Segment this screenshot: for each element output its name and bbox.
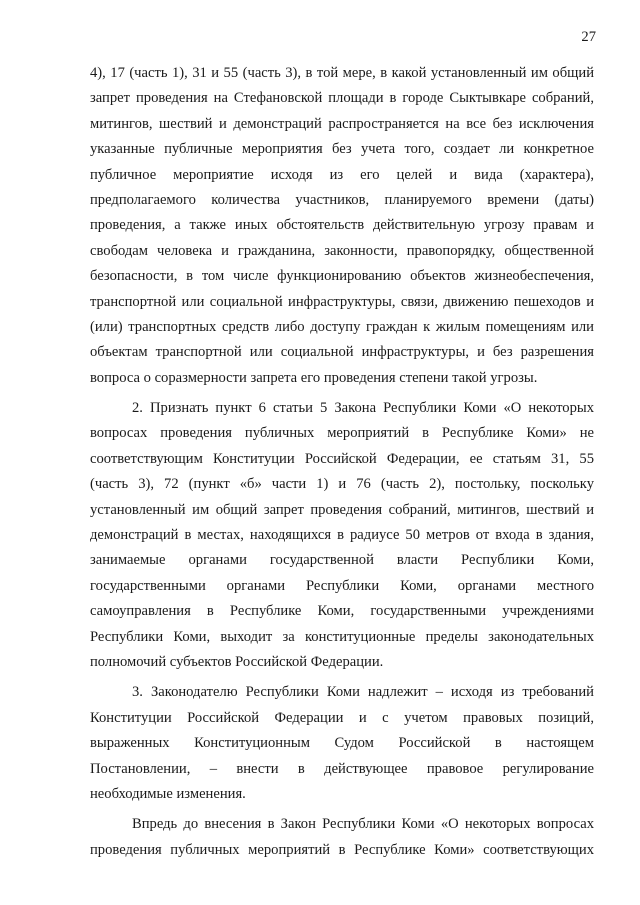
text-line: Впредь до внесения в Закон Республики Коми «О некоторых вопросах	[132, 816, 594, 833]
text-line: Республики Коми, выходит за конституционные пределы законодательных	[90, 628, 594, 645]
text-line: публичное мероприятие исходя из его целей и вида (характера),	[90, 166, 594, 183]
paragraph-4	[90, 812, 594, 863]
text-line: проведения, а также иных обстоятельств действительную угрозу правам и	[90, 217, 594, 234]
text-line: указанные публичные мероприятия без учета того, создает ли конкретное	[90, 141, 594, 158]
paragraph-3	[90, 680, 594, 807]
text-line: Конституции Российской Федерации и с учетом правовых позиций,	[90, 709, 594, 726]
text-line: предполагаемого количества участников, планируемого времени (даты)	[90, 191, 594, 208]
paragraph-2	[90, 396, 594, 675]
text-line: объектам транспортной или социальной инфраструктуры, и без разрешения	[90, 344, 594, 361]
text-line: государственными органами Республики Коми, органами местного	[90, 577, 594, 594]
text-line: занимаемые органами государственной власти Республики Коми,	[90, 552, 594, 569]
text-line: вопроса о соразмерности запрета его проведения степени такой угрозы.	[90, 369, 538, 386]
text-line: выраженных Конституционным Судом Российской в настоящем	[90, 735, 594, 752]
text-line: полномочий субъектов Российской Федерации.	[90, 653, 384, 670]
text-line: Постановлении, – внести в действующее правовое регулирование	[90, 760, 594, 777]
text-line: установленный им общий запрет проведения собраний, митингов, шествий и	[90, 501, 594, 518]
text-line: транспортной или социальной инфраструктуры, связи, движению пешеходов и	[90, 293, 594, 310]
text-line: необходимые изменения.	[90, 785, 246, 802]
text-line: (или) транспортных средств либо доступу граждан к жилым помещениям или	[90, 318, 594, 335]
text-line: 3. Законодателю Республики Коми надлежит – исходя из требований	[132, 684, 594, 701]
text-line: демонстраций в местах, находящихся в радиусе 50 метров от входа в здания,	[90, 527, 594, 544]
text-line: митингов, шествий и демонстраций распространяется на все без исключения	[90, 115, 594, 132]
text-line: 2. Признать пункт 6 статьи 5 Закона Республики Коми «О некоторых	[132, 400, 594, 417]
text-line: безопасности, в том числе функционированию объектов жизнеобеспечения,	[90, 268, 594, 285]
text-line: самоуправления в Республике Коми, государственными учреждениями	[90, 603, 594, 620]
page-number: 27	[581, 29, 596, 45]
text-line: (часть 3), 72 (пункт «б» части 1) и 76 (часть 2), постольку, поскольку	[90, 476, 594, 493]
document-body	[90, 61, 594, 863]
text-line: 4), 17 (часть 1), 31 и 55 (часть 3), в той мере, в какой установленный им общий	[90, 65, 594, 81]
text-line: проведения публичных мероприятий в Республике Коми» соответствующих	[90, 841, 594, 858]
text-line: запрет проведения на Стефановской площади в городе Сыктывкаре собраний,	[90, 90, 594, 107]
text-line: соответствующим Конституции Российской Федерации, ее статьям 31, 55	[90, 450, 594, 467]
paragraph-1	[90, 61, 594, 391]
text-line: вопросах проведения публичных мероприятий в Республике Коми» не	[90, 425, 594, 442]
text-line: свободам человека и гражданина, законности, правопорядку, общественной	[90, 242, 594, 259]
